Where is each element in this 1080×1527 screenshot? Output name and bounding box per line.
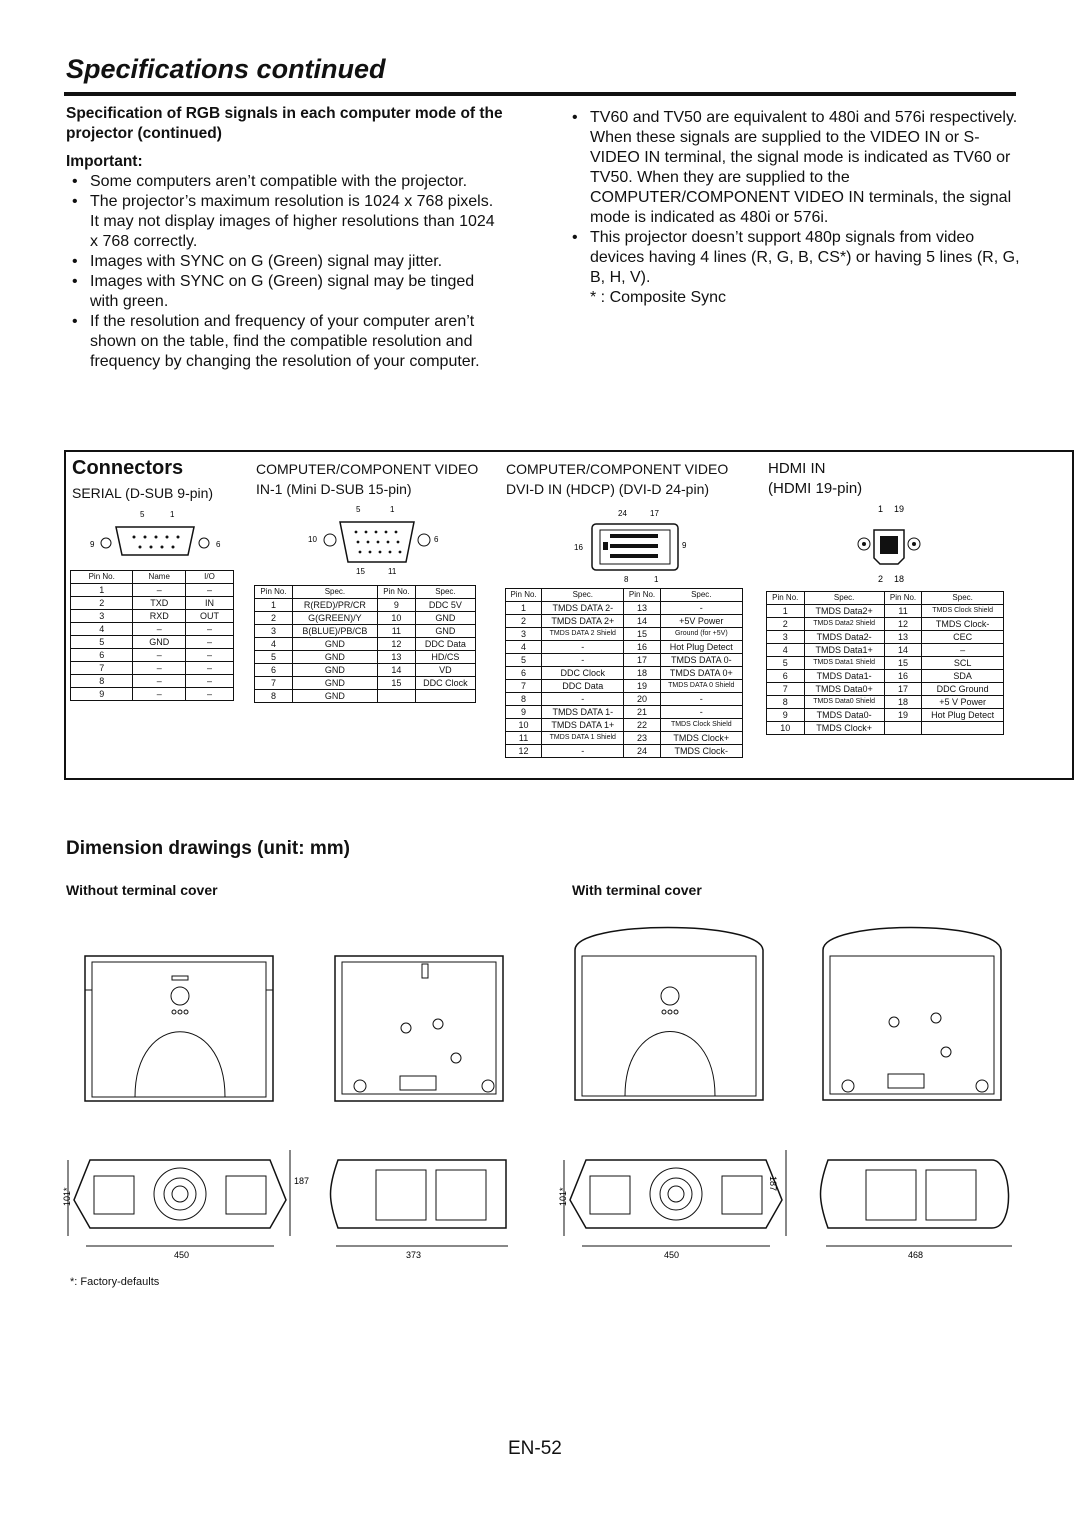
table-row [71,675,234,688]
table-cell: +5 V Power [922,696,1004,709]
vga-title-1: COMPUTER/COMPONENT VIDEO [256,461,479,477]
table-cell: 13 [884,631,922,644]
table-header: Pin No. [255,586,293,599]
table-cell: TMDS Data1- [804,670,884,683]
list-item: • Images with SYNC on G (Green) signal may be tinged with green. [66,272,506,312]
factory-defaults-footnote: *: Factory-defaults [70,1276,160,1288]
table-row [767,605,1004,618]
composite-footnote: * : Composite Sync [590,289,727,306]
table-cell [922,722,1004,735]
table-cell: - [660,693,742,706]
table-cell: GND [292,651,377,664]
table-row [767,709,1004,722]
table-cell: DDC 5V [415,599,475,612]
table-cell: 15 [377,677,415,690]
table-row [506,706,743,719]
table-cell: GND [292,664,377,677]
pin-label: 2 [878,574,884,584]
table-cell: 9 [506,706,542,719]
table-cell: Hot Plug Detect [922,709,1004,722]
table-cell: 8 [71,675,133,688]
list-item: • TV60 and TV50 are equivalent to 480i and 576i respectively. When these signals are supplied to the VIDEO IN or S-VIDEO IN terminal, the signal mode is indicated as TV60 or TV50. When they are supplied to the COMPUTER/COMPONENT VIDEO IN terminals, the signal mode is indicated as 480i or 576i. [566,108,1021,228]
table-cell: GND [133,636,186,649]
dimension-heading: Dimension drawings (unit: mm) [66,838,350,859]
dimension-label: 450 [664,1250,680,1260]
table-row [506,615,743,628]
pin-label: 16 [574,543,583,552]
hdmi-pin-table [766,591,1004,735]
dimension-label: 468 [908,1250,924,1260]
pin-label: 5 [140,510,145,519]
table-header: Spec. [660,589,742,602]
table-cell: 18 [624,667,660,680]
table-cell: – [133,662,186,675]
table-cell [415,690,475,703]
table-cell: 21 [624,706,660,719]
table-header: I/O [186,571,234,584]
table-cell: 20 [624,693,660,706]
table-header: Pin No. [377,586,415,599]
table-cell: IN [186,597,234,610]
table-cell: 7 [506,680,542,693]
table-cell: - [542,745,624,758]
table-cell: 1 [506,602,542,615]
pin-label: 15 [356,567,365,576]
table-row [71,649,234,662]
table-cell: 5 [506,654,542,667]
table-row [506,628,743,641]
table-row [767,696,1004,709]
table-row [767,631,1004,644]
table-cell: 3 [71,610,133,623]
table-cell: 11 [377,625,415,638]
table-cell: TMDS Clock+ [660,732,742,745]
table-cell: – [922,644,1004,657]
table-cell: 3 [506,628,542,641]
table-cell: 17 [624,654,660,667]
table-cell: 13 [377,651,415,664]
table-header: Spec. [804,592,884,605]
table-cell [884,722,922,735]
table-row [71,636,234,649]
table-cell: GND [292,677,377,690]
table-cell: 15 [624,628,660,641]
table-cell: 14 [377,664,415,677]
table-cell: – [133,649,186,662]
table-cell: 6 [767,670,805,683]
table-header: Pin No. [767,592,805,605]
table-cell: 2 [255,612,293,625]
table-row [255,625,476,638]
table-cell: 24 [624,745,660,758]
table-cell: 5 [255,651,293,664]
table-row [255,677,476,690]
table-cell: 11 [506,732,542,745]
table-cell: 6 [506,667,542,680]
table-row [767,618,1004,631]
list-item: • The projector’s maximum resolution is 1024 x 768 pixels. It may not display images of higher resolutions than 1024 x 768 correctly. [66,192,506,252]
table-row [506,667,743,680]
table-cell: TMDS DATA 0+ [660,667,742,680]
table-cell: TMDS Clock- [922,618,1004,631]
table-cell: 7 [255,677,293,690]
table-cell: B(BLUE)/PB/CB [292,625,377,638]
table-cell: DDC Data [542,680,624,693]
table-cell: 8 [767,696,805,709]
vga-connector-icon [300,500,450,580]
table-cell: – [133,584,186,597]
table-cell: – [133,623,186,636]
table-cell: GND [292,638,377,651]
pin-label: 10 [308,535,317,544]
table-cell: SDA [922,670,1004,683]
dimension-label: 373 [406,1250,422,1260]
bottom-view-drawing [330,950,510,1110]
table-cell: 9 [71,688,133,701]
front-view-drawing [60,1140,310,1260]
list-item: • Images with SYNC on G (Green) signal may jitter. [66,252,506,272]
table-cell: 3 [255,625,293,638]
table-header: Pin No. [506,589,542,602]
table-cell: - [542,654,624,667]
list-item: • This projector doesn’t support 480p signals from video devices having 4 lines (R, G, B, CS*) or having 5 lines (R, G, B, H, V). [566,228,1021,288]
table-cell: 3 [767,631,805,644]
table-cell: G(GREEN)/Y [292,612,377,625]
table-cell: Ground (for +5V) [660,628,742,641]
table-cell: – [186,675,234,688]
side-view-with-cover-drawing [816,1140,1026,1260]
pin-label: 9 [682,541,687,550]
page-number: EN-52 [508,1438,562,1459]
table-cell: DDC Ground [922,683,1004,696]
without-cover-label: Without terminal cover [66,882,218,898]
page-title: Specifications continued [66,54,386,84]
table-cell: 10 [377,612,415,625]
table-header: Name [133,571,186,584]
pin-label: 9 [90,540,95,549]
table-cell: 6 [71,649,133,662]
table-cell: TMDS Data2 Shield [804,618,884,631]
table-cell: TMDS DATA 2- [542,602,624,615]
table-cell: 7 [71,662,133,675]
title-rule [64,92,1016,96]
table-row [71,610,234,623]
rgb-section [66,104,506,372]
table-header: Pin No. [624,589,660,602]
connectors-heading: Connectors [72,457,184,479]
table-cell: 16 [624,641,660,654]
dvi-title-2: DVI-D IN (HDCP) (DVI-D 24-pin) [506,481,710,497]
dimension-label: 187 [768,1176,778,1192]
table-row [506,693,743,706]
table-cell: 4 [767,644,805,657]
table-cell: – [133,688,186,701]
serial-connector-icon [90,505,230,565]
serial-title: SERIAL (D-SUB 9-pin) [72,485,214,501]
table-cell: TMDS Clock- [660,745,742,758]
pin-label: 1 [878,504,884,514]
table-row [255,664,476,677]
serial-pin-table [70,570,234,701]
bottom-view-with-cover-drawing [818,910,1008,1110]
dvi-title-1: COMPUTER/COMPONENT VIDEO [506,461,729,477]
table-cell: CEC [922,631,1004,644]
table-cell: TMDS DATA 1- [542,706,624,719]
table-row [506,641,743,654]
table-cell: 2 [71,597,133,610]
table-header: Spec. [542,589,624,602]
table-cell: - [542,693,624,706]
table-cell: GND [415,612,475,625]
pin-label: 1 [390,505,395,514]
table-cell: 12 [377,638,415,651]
table-cell: 17 [884,683,922,696]
pin-label: 1 [654,575,659,584]
dimension-label: 187 [294,1176,310,1186]
important-list [66,172,506,372]
dimension-label: 450 [174,1250,190,1260]
table-cell: TMDS DATA 2 Shield [542,628,624,641]
table-cell: TMDS Data0 Shield [804,696,884,709]
table-header: Spec. [292,586,377,599]
table-cell: +5V Power [660,615,742,628]
table-cell: 8 [506,693,542,706]
list-item: • Some computers aren’t compatible with the projector. [66,172,506,192]
table-cell: VD [415,664,475,677]
table-cell [377,690,415,703]
table-row [767,644,1004,657]
table-row [506,745,743,758]
rgb-notes [566,108,1021,308]
table-cell: TMDS Data1 Shield [804,657,884,670]
pin-label: 18 [894,574,905,584]
table-row [767,683,1004,696]
table-cell: 19 [884,709,922,722]
dvi-connector-icon [570,504,700,584]
table-cell: 10 [767,722,805,735]
table-cell: – [186,623,234,636]
pin-label: 24 [618,509,627,518]
table-cell: – [186,584,234,597]
important-label: Important: [66,153,143,170]
pin-label: 5 [356,505,361,514]
table-cell: 8 [255,690,293,703]
table-cell: 1 [71,584,133,597]
table-cell: 4 [71,623,133,636]
table-row [71,688,234,701]
table-row [71,623,234,636]
table-row [506,654,743,667]
table-cell: TXD [133,597,186,610]
table-cell: 10 [506,719,542,732]
table-cell: 1 [255,599,293,612]
table-cell: TMDS Clock Shield [660,719,742,732]
table-cell: – [186,636,234,649]
hdmi-connector-icon [850,500,930,586]
pin-label: 6 [434,535,439,544]
table-cell: 9 [377,599,415,612]
table-cell: - [542,641,624,654]
table-cell: GND [415,625,475,638]
with-cover-label: With terminal cover [572,882,702,898]
table-cell: TMDS DATA 0 Shield [660,680,742,693]
table-cell: - [660,706,742,719]
hdmi-title-2: (HDMI 19-pin) [768,480,863,497]
table-cell: – [186,649,234,662]
dvi-pin-table [505,588,743,758]
table-cell: 22 [624,719,660,732]
table-cell: R(RED)/PR/CR [292,599,377,612]
list-item: • If the resolution and frequency of your computer aren’t shown on the table, find the compatible resolution and frequency by changing the resolution of your computer. [66,312,506,372]
table-cell: DDC Clock [542,667,624,680]
table-cell: 4 [255,638,293,651]
table-cell: TMDS Data0+ [804,683,884,696]
table-cell: 2 [506,615,542,628]
table-row [506,680,743,693]
table-cell: 13 [624,602,660,615]
table-cell: TMDS Clock Shield [922,605,1004,618]
table-cell: TMDS Data2+ [804,605,884,618]
table-row [255,612,476,625]
table-cell: – [186,662,234,675]
table-row [506,602,743,615]
table-cell: RXD [133,610,186,623]
table-cell: DDC Clock [415,677,475,690]
table-cell: GND [292,690,377,703]
table-cell: – [133,675,186,688]
table-cell: 5 [767,657,805,670]
table-row [506,719,743,732]
rgb-heading: Specification of RGB signals in each computer mode of the projector (continued) [66,105,503,142]
table-row [255,638,476,651]
table-cell: Hot Plug Detect [660,641,742,654]
dimension-label: 101* [558,1187,568,1206]
table-cell: TMDS Data1+ [804,644,884,657]
top-view-with-cover-drawing [570,910,770,1110]
table-cell: 14 [884,644,922,657]
table-cell: 6 [255,664,293,677]
table-row [767,722,1004,735]
table-cell: 5 [71,636,133,649]
pin-label: 8 [624,575,629,584]
table-row [255,690,476,703]
table-cell: TMDS Clock+ [804,722,884,735]
table-cell: OUT [186,610,234,623]
notes-list [566,108,1021,288]
table-cell: – [186,688,234,701]
table-header: Spec. [922,592,1004,605]
table-row [767,670,1004,683]
table-cell: 14 [624,615,660,628]
table-cell: 2 [767,618,805,631]
table-row [255,599,476,612]
table-row [767,657,1004,670]
table-cell: 9 [767,709,805,722]
pin-label: 6 [216,540,221,549]
table-cell: 11 [884,605,922,618]
table-row [71,597,234,610]
table-cell: 23 [624,732,660,745]
table-cell: 7 [767,683,805,696]
table-row [71,662,234,675]
table-row [71,584,234,597]
vga-pin-table [254,585,476,703]
table-cell: TMDS DATA 0- [660,654,742,667]
table-cell: 12 [884,618,922,631]
table-cell: 1 [767,605,805,618]
pin-label: 17 [650,509,659,518]
table-header: Spec. [415,586,475,599]
table-row [255,651,476,664]
table-cell: 19 [624,680,660,693]
pin-label: 1 [170,510,175,519]
table-cell: 16 [884,670,922,683]
pin-label: 11 [388,567,397,576]
table-cell: 18 [884,696,922,709]
table-cell: TMDS Data2- [804,631,884,644]
pin-label: 19 [894,504,905,514]
table-cell: - [660,602,742,615]
table-header: Pin No. [71,571,133,584]
top-view-drawing [80,950,280,1110]
table-cell: TMDS Data0- [804,709,884,722]
side-view-drawing [326,1140,526,1260]
table-cell: TMDS DATA 1+ [542,719,624,732]
table-cell: 12 [506,745,542,758]
table-row [506,732,743,745]
table-cell: TMDS DATA 1 Shield [542,732,624,745]
dimension-label: 101* [62,1187,72,1206]
vga-title-2: IN-1 (Mini D-SUB 15-pin) [256,481,412,497]
table-cell: HD/CS [415,651,475,664]
front-view-with-cover-drawing [556,1140,796,1260]
hdmi-title-1: HDMI IN [768,460,826,477]
table-header: Pin No. [884,592,922,605]
table-cell: DDC Data [415,638,475,651]
table-cell: SCL [922,657,1004,670]
table-cell: 4 [506,641,542,654]
table-cell: 15 [884,657,922,670]
table-cell: TMDS DATA 2+ [542,615,624,628]
